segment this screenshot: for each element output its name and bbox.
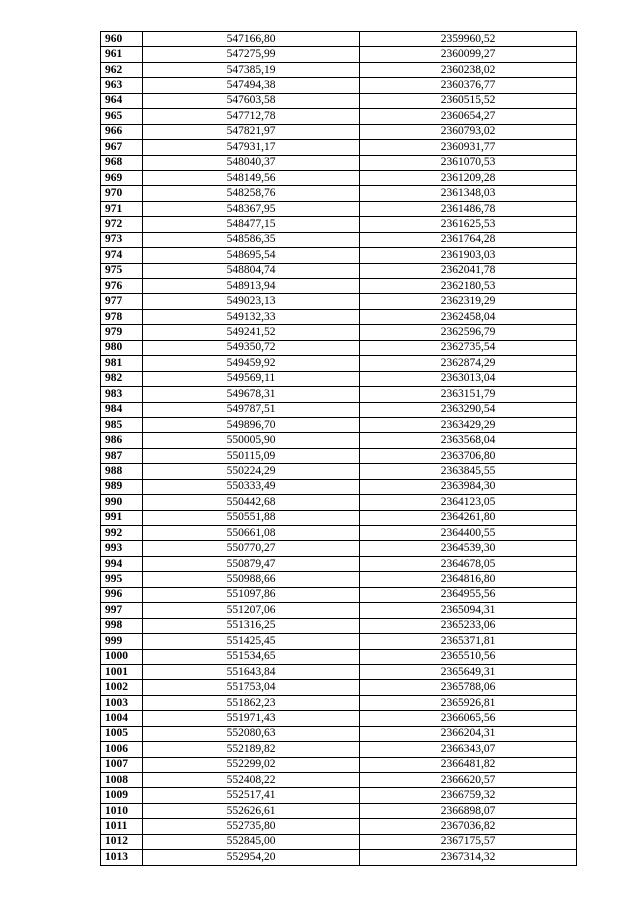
point-number-cell: 1011 [101, 819, 143, 834]
x-coordinate-cell: 549678,31 [143, 387, 360, 402]
point-number-cell: 1007 [101, 757, 143, 772]
point-number-cell: 1009 [101, 788, 143, 803]
table-row [101, 773, 577, 788]
x-coordinate-cell: 550333,49 [143, 479, 360, 494]
x-coordinate-cell: 552845,00 [143, 834, 360, 849]
point-number-cell: 960 [101, 32, 143, 47]
x-coordinate-cell: 551207,06 [143, 603, 360, 618]
y-coordinate-cell: 2365926,81 [360, 695, 577, 710]
y-coordinate-cell: 2364261,80 [360, 510, 577, 525]
table-row [101, 325, 577, 340]
y-coordinate-cell: 2366343,07 [360, 742, 577, 757]
point-number-cell: 1012 [101, 834, 143, 849]
y-coordinate-cell: 2366204,31 [360, 726, 577, 741]
point-number-cell: 989 [101, 479, 143, 494]
y-coordinate-cell: 2364678,05 [360, 556, 577, 571]
table-row [101, 803, 577, 818]
table-row [101, 201, 577, 216]
x-coordinate-cell: 549787,51 [143, 402, 360, 417]
table-row [101, 819, 577, 834]
x-coordinate-cell: 548477,15 [143, 217, 360, 232]
table-row [101, 634, 577, 649]
y-coordinate-cell: 2366065,56 [360, 711, 577, 726]
x-coordinate-cell: 551862,23 [143, 695, 360, 710]
point-number-cell: 968 [101, 155, 143, 170]
point-number-cell: 980 [101, 340, 143, 355]
x-coordinate-cell: 551643,84 [143, 664, 360, 679]
y-coordinate-cell: 2363151,79 [360, 387, 577, 402]
table-row [101, 711, 577, 726]
point-number-cell: 996 [101, 587, 143, 602]
table-row [101, 32, 577, 47]
y-coordinate-cell: 2362596,79 [360, 325, 577, 340]
y-coordinate-cell: 2366481,82 [360, 757, 577, 772]
table-row [101, 603, 577, 618]
point-number-cell: 1013 [101, 850, 143, 865]
x-coordinate-cell: 550442,68 [143, 495, 360, 510]
point-number-cell: 1002 [101, 680, 143, 695]
x-coordinate-cell: 549023,13 [143, 294, 360, 309]
table-row [101, 47, 577, 62]
x-coordinate-cell: 548804,74 [143, 263, 360, 278]
x-coordinate-cell: 552299,02 [143, 757, 360, 772]
x-coordinate-cell: 549350,72 [143, 340, 360, 355]
table-row [101, 448, 577, 463]
x-coordinate-cell: 550661,08 [143, 526, 360, 541]
point-number-cell: 964 [101, 93, 143, 108]
x-coordinate-cell: 547494,38 [143, 78, 360, 93]
point-number-cell: 1010 [101, 803, 143, 818]
y-coordinate-cell: 2366620,57 [360, 773, 577, 788]
table-row [101, 232, 577, 247]
table-row [101, 217, 577, 232]
y-coordinate-cell: 2365510,56 [360, 649, 577, 664]
x-coordinate-cell: 550988,66 [143, 572, 360, 587]
y-coordinate-cell: 2361625,53 [360, 217, 577, 232]
x-coordinate-cell: 552626,61 [143, 803, 360, 818]
y-coordinate-cell: 2361348,03 [360, 186, 577, 201]
table-row [101, 556, 577, 571]
y-coordinate-cell: 2367175,57 [360, 834, 577, 849]
x-coordinate-cell: 547166,80 [143, 32, 360, 47]
point-number-cell: 961 [101, 47, 143, 62]
y-coordinate-cell: 2361486,78 [360, 201, 577, 216]
table-row [101, 109, 577, 124]
x-coordinate-cell: 550115,09 [143, 448, 360, 463]
table-row [101, 587, 577, 602]
x-coordinate-cell: 550224,29 [143, 464, 360, 479]
y-coordinate-cell: 2363013,04 [360, 371, 577, 386]
point-number-cell: 991 [101, 510, 143, 525]
point-number-cell: 969 [101, 170, 143, 185]
table-row [101, 526, 577, 541]
table-row [101, 680, 577, 695]
x-coordinate-cell: 552517,41 [143, 788, 360, 803]
point-number-cell: 979 [101, 325, 143, 340]
y-coordinate-cell: 2360515,52 [360, 93, 577, 108]
table-row [101, 788, 577, 803]
table-row [101, 124, 577, 139]
y-coordinate-cell: 2365233,06 [360, 618, 577, 633]
x-coordinate-cell: 551097,86 [143, 587, 360, 602]
table-row [101, 726, 577, 741]
table-row [101, 742, 577, 757]
point-number-cell: 1001 [101, 664, 143, 679]
x-coordinate-cell: 548040,37 [143, 155, 360, 170]
table-row [101, 155, 577, 170]
point-number-cell: 971 [101, 201, 143, 216]
coordinates-table-body [101, 32, 577, 866]
table-row [101, 757, 577, 772]
point-number-cell: 1003 [101, 695, 143, 710]
y-coordinate-cell: 2363429,29 [360, 417, 577, 432]
point-number-cell: 1008 [101, 773, 143, 788]
y-coordinate-cell: 2365371,81 [360, 634, 577, 649]
x-coordinate-cell: 552735,80 [143, 819, 360, 834]
y-coordinate-cell: 2365788,06 [360, 680, 577, 695]
y-coordinate-cell: 2363984,30 [360, 479, 577, 494]
table-row [101, 279, 577, 294]
point-number-cell: 970 [101, 186, 143, 201]
table-row [101, 572, 577, 587]
table-row [101, 479, 577, 494]
table-row [101, 834, 577, 849]
y-coordinate-cell: 2366759,32 [360, 788, 577, 803]
y-coordinate-cell: 2362735,54 [360, 340, 577, 355]
table-row [101, 618, 577, 633]
point-number-cell: 974 [101, 248, 143, 263]
x-coordinate-cell: 549241,52 [143, 325, 360, 340]
point-number-cell: 997 [101, 603, 143, 618]
point-number-cell: 988 [101, 464, 143, 479]
y-coordinate-cell: 2361209,28 [360, 170, 577, 185]
y-coordinate-cell: 2364123,05 [360, 495, 577, 510]
y-coordinate-cell: 2360099,27 [360, 47, 577, 62]
point-number-cell: 986 [101, 433, 143, 448]
y-coordinate-cell: 2360931,77 [360, 140, 577, 155]
y-coordinate-cell: 2367314,32 [360, 850, 577, 865]
y-coordinate-cell: 2361070,53 [360, 155, 577, 170]
x-coordinate-cell: 547385,19 [143, 62, 360, 77]
x-coordinate-cell: 552954,20 [143, 850, 360, 865]
table-row [101, 649, 577, 664]
point-number-cell: 963 [101, 78, 143, 93]
table-row [101, 340, 577, 355]
point-number-cell: 976 [101, 279, 143, 294]
table-row [101, 541, 577, 556]
y-coordinate-cell: 2362041,78 [360, 263, 577, 278]
x-coordinate-cell: 552408,22 [143, 773, 360, 788]
x-coordinate-cell: 548695,54 [143, 248, 360, 263]
point-number-cell: 962 [101, 62, 143, 77]
table-row [101, 62, 577, 77]
x-coordinate-cell: 548913,94 [143, 279, 360, 294]
table-row [101, 495, 577, 510]
table-row [101, 850, 577, 865]
point-number-cell: 993 [101, 541, 143, 556]
point-number-cell: 1005 [101, 726, 143, 741]
point-number-cell: 981 [101, 356, 143, 371]
table-row [101, 78, 577, 93]
y-coordinate-cell: 2363290,54 [360, 402, 577, 417]
y-coordinate-cell: 2363845,55 [360, 464, 577, 479]
x-coordinate-cell: 551316,25 [143, 618, 360, 633]
x-coordinate-cell: 547603,58 [143, 93, 360, 108]
point-number-cell: 1006 [101, 742, 143, 757]
table-row [101, 417, 577, 432]
x-coordinate-cell: 552080,63 [143, 726, 360, 741]
coordinates-table [100, 31, 577, 866]
x-coordinate-cell: 550005,90 [143, 433, 360, 448]
table-row [101, 371, 577, 386]
table-row [101, 93, 577, 108]
point-number-cell: 999 [101, 634, 143, 649]
point-number-cell: 982 [101, 371, 143, 386]
table-row [101, 186, 577, 201]
x-coordinate-cell: 551534,65 [143, 649, 360, 664]
x-coordinate-cell: 547712,78 [143, 109, 360, 124]
y-coordinate-cell: 2361764,28 [360, 232, 577, 247]
y-coordinate-cell: 2362458,04 [360, 309, 577, 324]
x-coordinate-cell: 547931,17 [143, 140, 360, 155]
table-row [101, 402, 577, 417]
point-number-cell: 984 [101, 402, 143, 417]
y-coordinate-cell: 2360793,02 [360, 124, 577, 139]
point-number-cell: 967 [101, 140, 143, 155]
x-coordinate-cell: 549459,92 [143, 356, 360, 371]
point-number-cell: 995 [101, 572, 143, 587]
point-number-cell: 985 [101, 417, 143, 432]
point-number-cell: 994 [101, 556, 143, 571]
y-coordinate-cell: 2364816,80 [360, 572, 577, 587]
x-coordinate-cell: 551425,45 [143, 634, 360, 649]
x-coordinate-cell: 547275,99 [143, 47, 360, 62]
table-row [101, 664, 577, 679]
x-coordinate-cell: 547821,97 [143, 124, 360, 139]
table-row [101, 170, 577, 185]
y-coordinate-cell: 2365649,31 [360, 664, 577, 679]
x-coordinate-cell: 548586,35 [143, 232, 360, 247]
x-coordinate-cell: 550551,88 [143, 510, 360, 525]
y-coordinate-cell: 2364955,56 [360, 587, 577, 602]
y-coordinate-cell: 2359960,52 [360, 32, 577, 47]
table-row [101, 140, 577, 155]
point-number-cell: 992 [101, 526, 143, 541]
point-number-cell: 1004 [101, 711, 143, 726]
point-number-cell: 973 [101, 232, 143, 247]
table-row [101, 510, 577, 525]
x-coordinate-cell: 549569,11 [143, 371, 360, 386]
y-coordinate-cell: 2367036,82 [360, 819, 577, 834]
table-row [101, 263, 577, 278]
point-number-cell: 990 [101, 495, 143, 510]
x-coordinate-cell: 548258,76 [143, 186, 360, 201]
x-coordinate-cell: 551971,43 [143, 711, 360, 726]
point-number-cell: 998 [101, 618, 143, 633]
y-coordinate-cell: 2366898,07 [360, 803, 577, 818]
point-number-cell: 966 [101, 124, 143, 139]
y-coordinate-cell: 2360238,02 [360, 62, 577, 77]
table-row [101, 433, 577, 448]
table-row [101, 464, 577, 479]
point-number-cell: 978 [101, 309, 143, 324]
table-row [101, 387, 577, 402]
x-coordinate-cell: 551753,04 [143, 680, 360, 695]
table-row [101, 309, 577, 324]
y-coordinate-cell: 2365094,31 [360, 603, 577, 618]
x-coordinate-cell: 549132,33 [143, 309, 360, 324]
x-coordinate-cell: 548367,95 [143, 201, 360, 216]
y-coordinate-cell: 2362180,53 [360, 279, 577, 294]
point-number-cell: 983 [101, 387, 143, 402]
x-coordinate-cell: 549896,70 [143, 417, 360, 432]
y-coordinate-cell: 2362874,29 [360, 356, 577, 371]
point-number-cell: 975 [101, 263, 143, 278]
table-row [101, 294, 577, 309]
x-coordinate-cell: 550770,27 [143, 541, 360, 556]
table-row [101, 695, 577, 710]
y-coordinate-cell: 2364539,30 [360, 541, 577, 556]
y-coordinate-cell: 2363706,80 [360, 448, 577, 463]
y-coordinate-cell: 2360654,27 [360, 109, 577, 124]
y-coordinate-cell: 2361903,03 [360, 248, 577, 263]
y-coordinate-cell: 2360376,77 [360, 78, 577, 93]
x-coordinate-cell: 550879,47 [143, 556, 360, 571]
x-coordinate-cell: 552189,82 [143, 742, 360, 757]
point-number-cell: 977 [101, 294, 143, 309]
x-coordinate-cell: 548149,56 [143, 170, 360, 185]
point-number-cell: 965 [101, 109, 143, 124]
point-number-cell: 972 [101, 217, 143, 232]
y-coordinate-cell: 2364400,55 [360, 526, 577, 541]
y-coordinate-cell: 2362319,29 [360, 294, 577, 309]
point-number-cell: 1000 [101, 649, 143, 664]
table-row [101, 248, 577, 263]
table-row [101, 356, 577, 371]
y-coordinate-cell: 2363568,04 [360, 433, 577, 448]
point-number-cell: 987 [101, 448, 143, 463]
